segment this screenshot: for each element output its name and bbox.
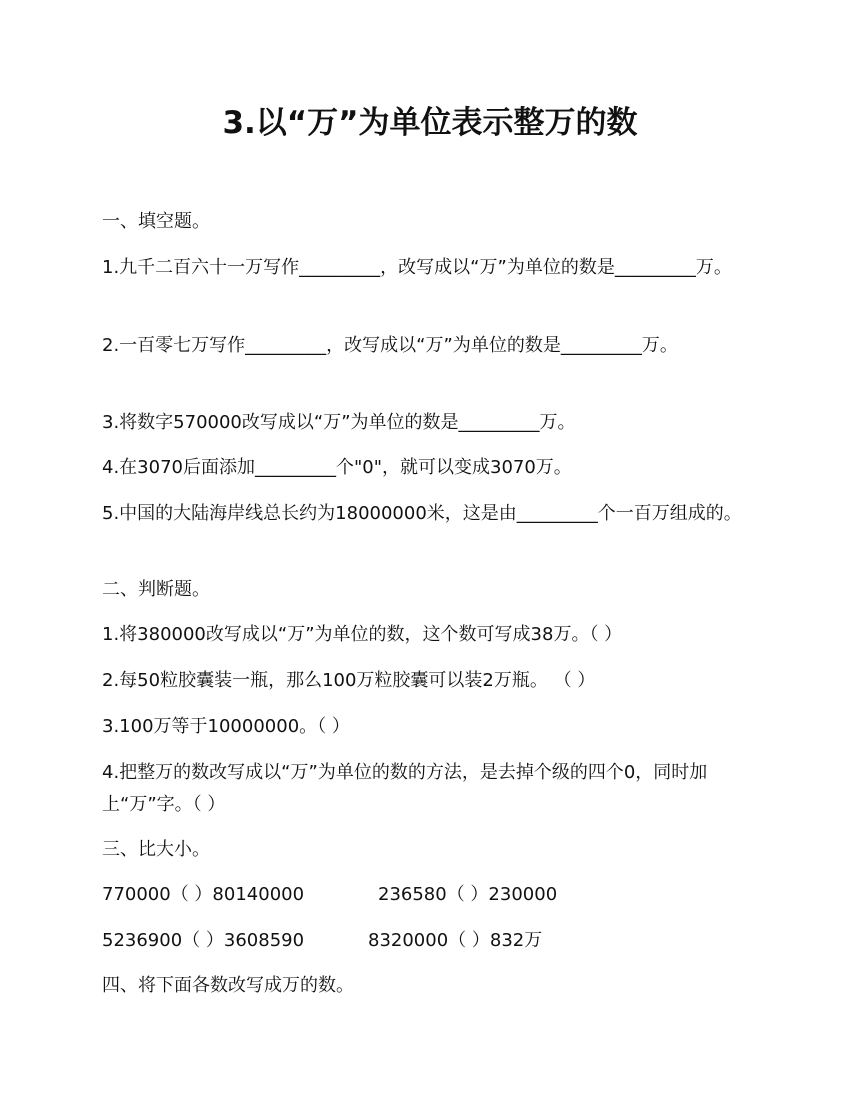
section-heading-judge: 二、判断题。: [102, 579, 210, 600]
question-fill-5: 5.中国的大陆海岸线总长约为18000000米，这是由_________个一百万组成的。: [102, 503, 742, 524]
question-fill-4: 4.在3070后面添加_________个"0"，就可以变成3070万。: [102, 457, 572, 478]
question-judge-2: 2.每50粒胶囊装一瓶，那么100万粒胶囊可以装2万瓶。 （ ）: [102, 670, 596, 691]
page-title: 3.以“万”为单位表示整万的数: [222, 105, 638, 141]
compare-row1-left: 770000（ ）80140000: [102, 884, 305, 905]
section-heading-fill-blank: 一、填空题。: [102, 211, 210, 232]
compare-row2-right: 8320000（ ）832万: [368, 930, 543, 951]
question-fill-2: 2.一百零七万写作_________，改写成以“万”为单位的数是_________万。: [102, 335, 678, 356]
section-heading-rewrite: 四、将下面各数改写成万的数。: [102, 975, 354, 996]
section-heading-compare: 三、比大小。: [102, 839, 210, 860]
question-judge-1: 1.将380000改写成以“万”为单位的数，这个数可写成38万。（ ）: [102, 624, 623, 645]
question-judge-4: 4.把整万的数改写成以“万”为单位的数的方法，是去掉个级的四个0，同时加上“万”字。（ ）: [102, 762, 708, 815]
question-judge-3: 3.100万等于10000000。（ ）: [102, 716, 350, 737]
question-fill-3: 3.将数字570000改写成以“万”为单位的数是_________万。: [102, 412, 576, 433]
compare-row1-right: 236580（ ）230000: [378, 884, 558, 905]
compare-row2-left: 5236900（ ）3608590: [102, 930, 305, 951]
question-fill-1: 1.九千二百六十一万写作_________，改写成以“万”为单位的数是_________万。: [102, 257, 732, 278]
